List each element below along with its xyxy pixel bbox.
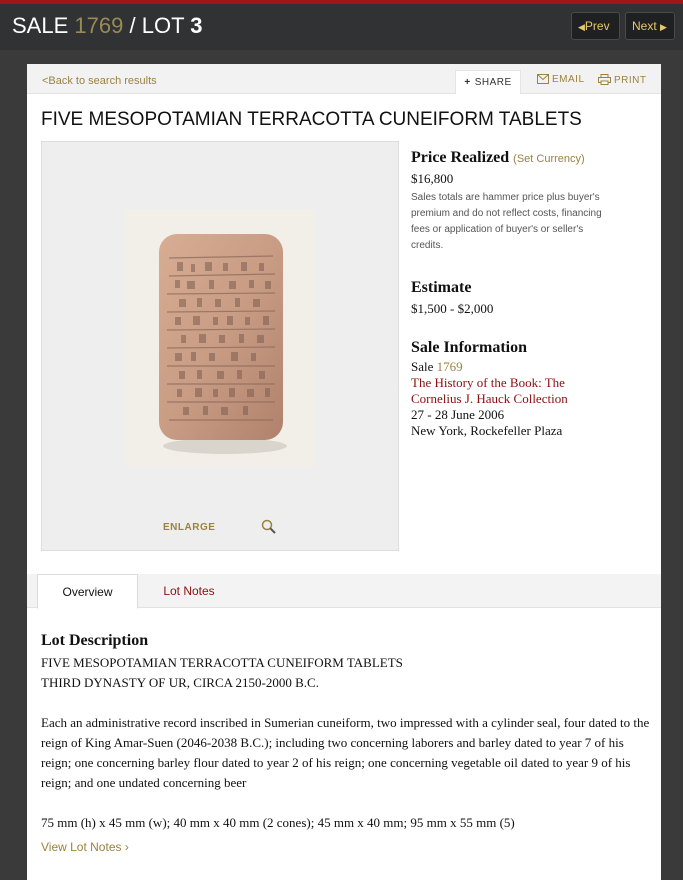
- chevron-left-icon: ◀: [578, 22, 585, 32]
- price-heading-text: Price Realized: [411, 149, 510, 166]
- tab-lot-notes[interactable]: Lot Notes: [163, 584, 215, 598]
- plus-icon: +: [464, 77, 471, 88]
- price-heading: [411, 149, 651, 167]
- sale-number-line: [411, 359, 651, 375]
- tab-overview[interactable]: Overview: [37, 574, 138, 609]
- price-realized-block: [411, 149, 651, 254]
- sale-number-link[interactable]: 1769: [436, 359, 463, 374]
- tab-bar: [27, 574, 661, 608]
- sale-location: New York, Rockefeller Plaza: [411, 423, 563, 438]
- print-label: PRINT: [614, 75, 647, 86]
- cuneiform-tablet-image: [125, 210, 315, 466]
- next-label: Next: [632, 19, 657, 33]
- sale-information-block: [411, 339, 651, 439]
- description-dimensions: 75 mm (h) x 45 mm (w); 40 mm x 40 mm (2 cones); 45 mm x 40 mm; 95 mm x 55 mm (5): [41, 815, 515, 830]
- lot-label: LOT: [141, 13, 185, 38]
- printer-icon: [598, 74, 611, 85]
- description-line-1: FIVE MESOPOTAMIAN TERRACOTTA CUNEIFORM TABLETS: [41, 655, 403, 670]
- lot-title: FIVE MESOPOTAMIAN TERRACOTTA CUNEIFORM TABLETS: [41, 109, 582, 130]
- separator: /: [129, 13, 136, 38]
- print-button[interactable]: [598, 74, 647, 86]
- description-body: Each an administrative record inscribed in Sumerian cuneiform, two impressed with a cylinder seal, four dated to the reign of King Amar-Suen (2046-2038 B.C.); including two concerning laborers and barley dated to year 7 of his reign; one concerning barley flour dated to year 2 of his reign; one concerning vegetable oil dated to year 9 of his reign; and one undated concerning beer: [41, 715, 650, 790]
- description-line-2: THIRD DYNASTY OF UR, CIRCA 2150-2000 B.C.: [41, 675, 319, 690]
- sale-lot-title: [12, 13, 202, 39]
- chevron-right-icon: ▶: [660, 22, 667, 32]
- prev-lot-button[interactable]: [571, 12, 620, 40]
- utility-bar: [27, 64, 661, 94]
- sale-info-heading: Sale Information: [411, 339, 527, 356]
- sale-header: [0, 4, 683, 50]
- sale-name-link[interactable]: The History of the Book: The Cornelius J. Hauck Collection: [411, 375, 568, 406]
- sale-number: 1769: [74, 13, 124, 38]
- price-value: $16,800: [411, 171, 454, 186]
- envelope-icon: [537, 74, 549, 84]
- price-note: Sales totals are hammer price plus buyer's premium and do not reflect costs, financing fees or application of buyer's or seller's credits.: [411, 192, 602, 251]
- estimate-value: $1,500 - $2,000: [411, 301, 494, 316]
- magnifier-icon[interactable]: [261, 519, 277, 540]
- email-label: EMAIL: [552, 74, 585, 85]
- share-button[interactable]: [455, 70, 521, 94]
- lot-description-heading: Lot Description: [41, 632, 149, 649]
- estimate-heading: Estimate: [411, 279, 472, 296]
- lot-description: [41, 632, 651, 857]
- view-lot-notes-link[interactable]: View Lot Notes ›: [41, 840, 129, 854]
- estimate-block: [411, 279, 651, 317]
- share-label: SHARE: [474, 77, 512, 88]
- sale-label: SALE: [12, 13, 69, 38]
- lot-number: 3: [190, 13, 203, 38]
- next-lot-button[interactable]: [625, 12, 675, 40]
- lot-image-box: [41, 141, 399, 551]
- sale-dates: 27 - 28 June 2006: [411, 407, 505, 422]
- sale-prefix: Sale: [411, 359, 434, 374]
- back-to-results-link[interactable]: <Back to search results: [42, 75, 157, 87]
- set-currency-link[interactable]: (Set Currency): [513, 153, 585, 165]
- lot-detail-panel: [27, 64, 661, 880]
- lot-photo[interactable]: [125, 210, 315, 466]
- prev-label: Prev: [584, 19, 610, 33]
- email-button[interactable]: [537, 74, 585, 85]
- enlarge-link[interactable]: ENLARGE: [163, 522, 216, 533]
